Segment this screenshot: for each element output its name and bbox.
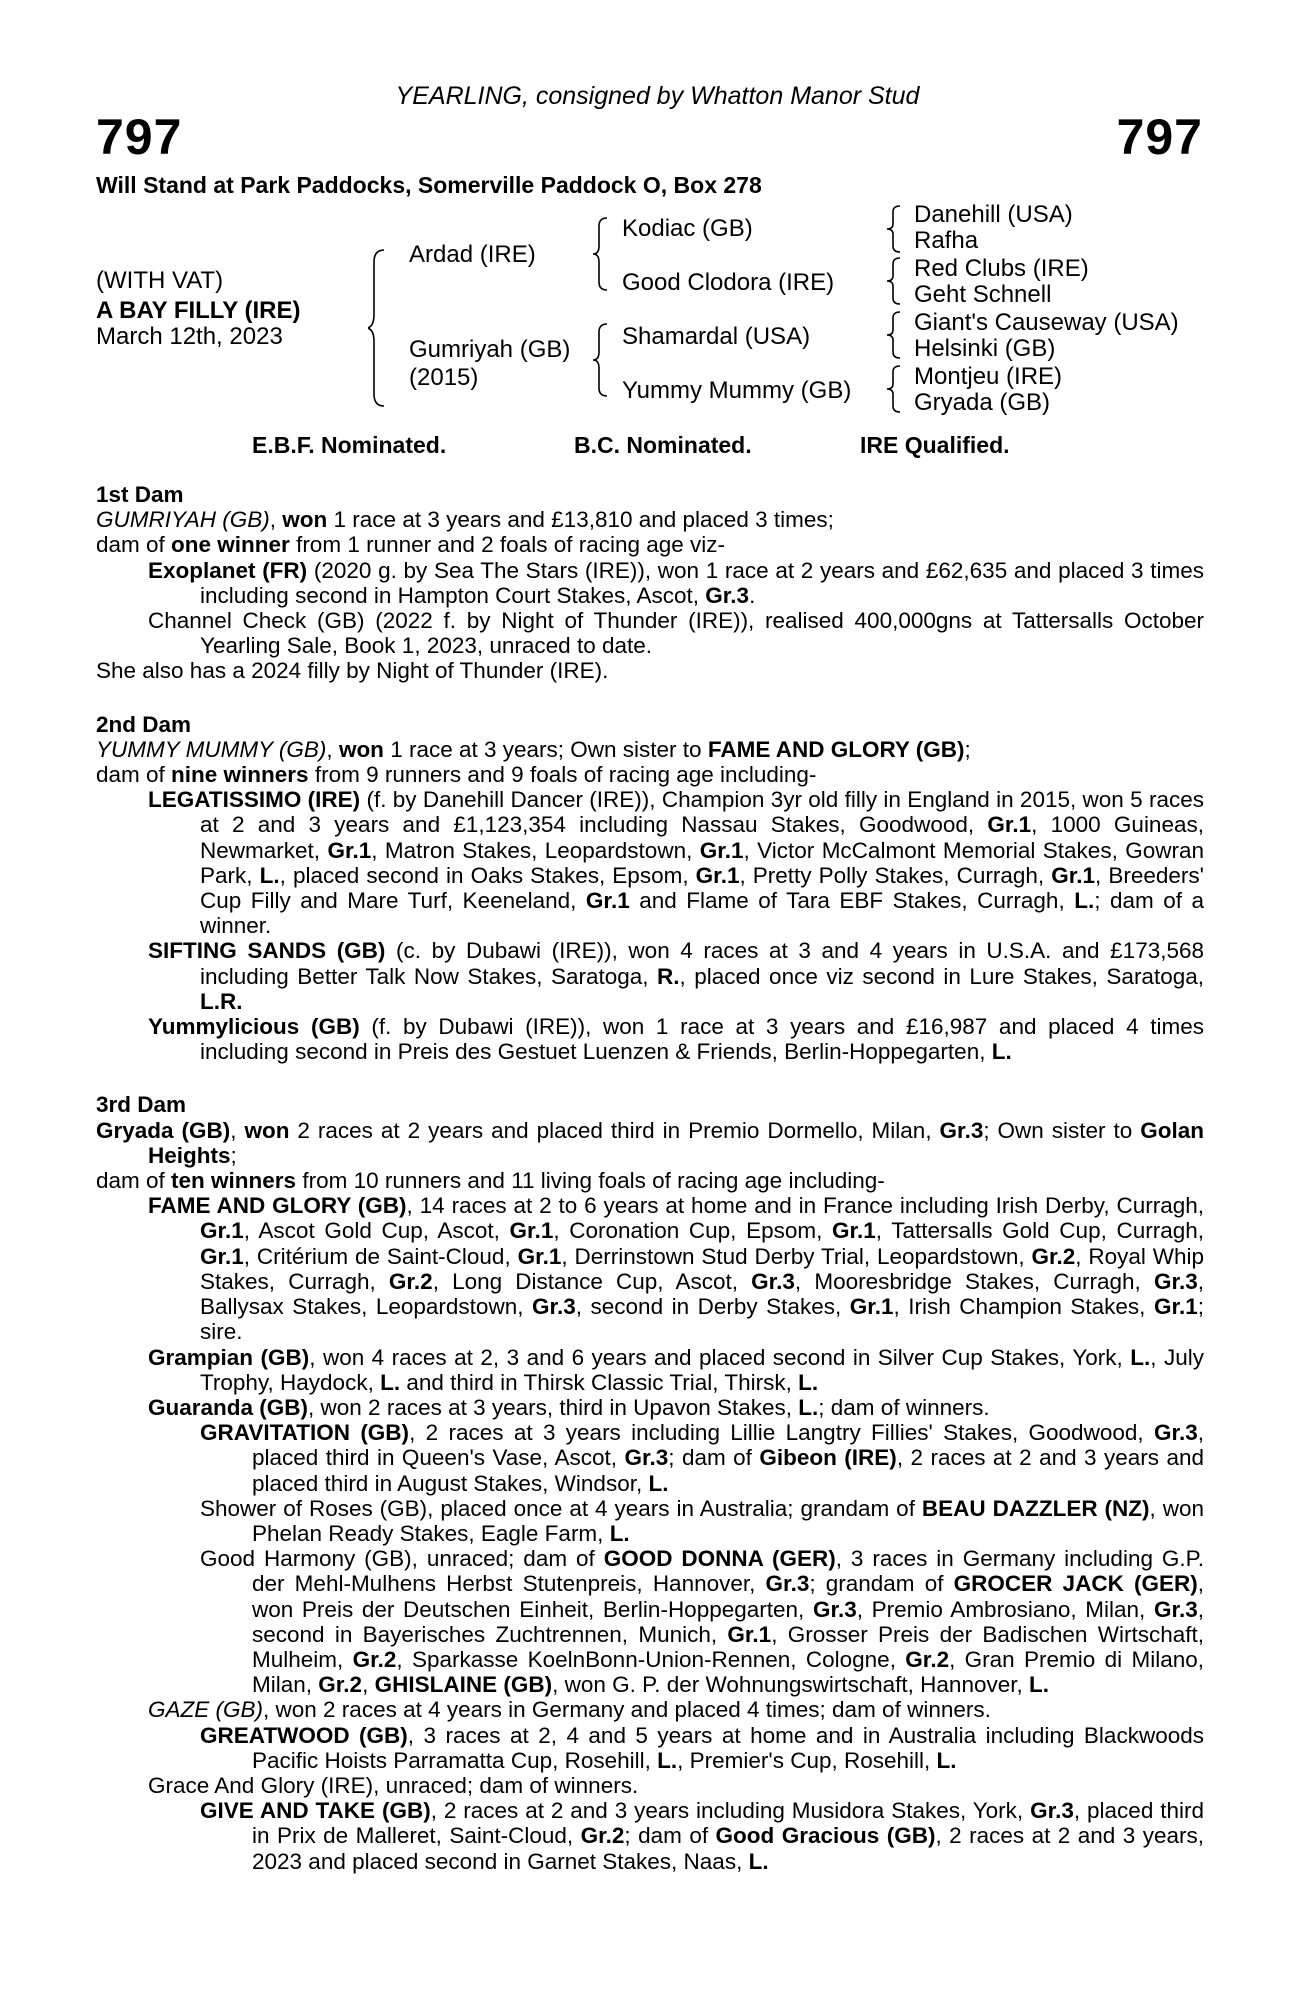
- lot-number-right: 797: [1116, 109, 1203, 165]
- stand-location: Will Stand at Park Paddocks, Somerville Paddock O, Box 278: [96, 172, 762, 198]
- produce-greatwood: GREATWOOD (GB), 3 races at 2, 4 and 5 years at home and in Australia including Blackwoods Pacific Hoists Parramatta Cup, Rosehill, L., Premier's Cup, Rosehill, L.: [200, 1722, 1204, 1773]
- produce-good-harmony: Good Harmony (GB), unraced; dam of GOOD DONNA (GER), 3 races in Germany including G.P. der Mehl-Mulhens Herbst Stutenpreis, Hannover, Gr.3; grandam of GROCER JACK (GER), won Preis der Deutschen Einheit, Berlin-Hoppegarten, Gr.3, Premio Ambrosiano, Milan, Gr.3, second in Bayerisches Zuchtrennen, Munich, Gr.1, Grosser Preis der Badischen Wirtschaft, Mulheim, Gr.2, Sparkasse KoelnBonn-Union-Rennen, Cologne, Gr.2, Gran Premio di Milano, Milan, Gr.2, GHISLAINE (GB), won G. P. der Wohnungswirtschaft, Hannover, L.: [200, 1546, 1205, 1698]
- produce-grace-and-glory: Grace And Glory (IRE), unraced; dam of winners.: [148, 1772, 639, 1798]
- brace-subject: [368, 248, 390, 408]
- dam: Gumriyah (GB): [409, 336, 571, 363]
- produce-legatissimo: LEGATISSIMO (IRE) (f. by Danehill Dancer (IRE)), Champion 3yr old filly in England in 2015, won 5 races at 2 and 3 years and £1,123,354 including Nassau Stakes, Goodwood, Gr.1, 1000 Guineas, Newmarket, Gr.1, Matron Stakes, Leopardstown, Gr.1, Victor McCalmont Memorial Stakes, Gowran Park, L., placed second in Oaks Stakes, Epsom, Gr.1, Pretty Polly Stakes, Curragh, Gr.1, Breeders' Cup Filly and Mare Turf, Keeneland, Gr.1 and Flame of Tara EBF Stakes, Curragh, L.; dam of a winner.: [148, 787, 1205, 939]
- ds-dam: Helsinki (GB): [914, 335, 1056, 362]
- produce-exoplanet: Exoplanet (FR) (2020 g. by Sea The Stars (IRE)), won 1 race at 2 years and £62,635 and placed 3 times including second in Hampton Court Stakes, Ascot, Gr.3.: [148, 557, 1204, 608]
- third-dam-record: Gryada (GB), won 2 races at 2 years and placed third in Premio Dormello, Milan, Gr.3; Own sister to Golan Heights;: [96, 1117, 1204, 1168]
- second-dam-record: YUMMY MUMMY (GB), won 1 race at 3 years; Own sister to FAME AND GLORY (GB);: [96, 736, 971, 762]
- sire-dam: Good Clodora (IRE): [622, 269, 835, 296]
- ebf-nomination: E.B.F. Nominated.: [252, 432, 447, 458]
- foaling-date: March 12th, 2023: [96, 323, 283, 350]
- third-dam-heading: 3rd Dam: [96, 1092, 187, 1118]
- dam-dam: Yummy Mummy (GB): [622, 377, 852, 404]
- dam-year: (2015): [409, 364, 479, 391]
- sd-sire: Red Clubs (IRE): [914, 255, 1089, 282]
- sd-dam: Geht Schnell: [914, 281, 1052, 308]
- brace-sd: [886, 256, 902, 306]
- brace-ds: [886, 310, 902, 360]
- produce-give-and-take: GIVE AND TAKE (GB), 2 races at 2 and 3 years including Musidora Stakes, York, Gr.3, placed third in Prix de Malleret, Saint-Cloud, Gr.2; dam of Good Gracious (GB), 2 races at 2 and 3 years, 2023 and placed second in Garnet Stakes, Naas, L.: [200, 1798, 1205, 1874]
- sire: Ardad (IRE): [409, 241, 536, 268]
- first-dam-record: GUMRIYAH (GB), won 1 race at 3 years and £13,810 and placed 3 times;: [96, 507, 834, 533]
- brace-dam: [593, 322, 611, 398]
- sire-sire: Kodiac (GB): [622, 215, 753, 242]
- produce-record: [96, 482, 1204, 1874]
- produce-grampian: Grampian (GB), won 4 races at 2, 3 and 6 years and placed second in Silver Cup Stakes, York, L., July Trophy, Haydock, L. and third in Thirsk Classic Trial, Thirsk, L.: [148, 1344, 1204, 1395]
- ire-qualified: IRE Qualified.: [860, 432, 1010, 458]
- ss-sire: Danehill (USA): [914, 201, 1073, 228]
- lot-number-left: 797: [96, 109, 183, 165]
- first-dam-heading: 1st Dam: [96, 482, 184, 507]
- produce-gaze: GAZE (GB), won 2 races at 4 years in Germany and placed 4 times; dam of winners.: [148, 1697, 991, 1723]
- produce-guaranda: Guaranda (GB), won 2 races at 3 years, third in Upavon Stakes, L.; dam of winners.: [148, 1394, 990, 1420]
- dd-sire: Montjeu (IRE): [914, 363, 1063, 390]
- dam-sire: Shamardal (USA): [622, 323, 811, 350]
- first-dam-note: She also has a 2024 filly by Night of Thunder (IRE).: [96, 658, 609, 684]
- third-dam-produce-summary: dam of ten winners from 10 runners and 11 living foals of racing age including-: [96, 1168, 885, 1194]
- produce-yummylicious: Yummylicious (GB) (f. by Dubawi (IRE)), won 1 race at 3 years and £16,987 and placed 4 times including second in Preis des Gestuet Luenzen & Friends, Berlin-Hoppegarten, L.: [148, 1014, 1204, 1065]
- produce-gravitation: GRAVITATION (GB), 2 races at 3 years including Lillie Langtry Fillies' Stakes, Goodwood, Gr.3, placed third in Queen's Vase, Ascot, Gr.3; dam of Gibeon (IRE), 2 races at 2 and 3 years and placed third in August Stakes, Windsor, L.: [200, 1420, 1205, 1496]
- brace-sire: [593, 216, 611, 292]
- vat-note: (WITH VAT): [96, 267, 224, 294]
- produce-sifting-sands: SIFTING SANDS (GB) (c. by Dubawi (IRE)), won 4 races at 3 and 4 years in U.S.A. and £173,568 including Better Talk Now Stakes, Saratoga, R., placed once viz second in Lure Stakes, Saratoga, L.R.: [148, 938, 1205, 1014]
- brace-dd: [886, 364, 902, 414]
- ss-dam: Rafha: [914, 227, 979, 254]
- first-dam-produce-summary: dam of one winner from 1 runner and 2 foals of racing age viz-: [96, 532, 726, 558]
- bc-nomination: B.C. Nominated.: [574, 432, 752, 458]
- produce-channel-check: Channel Check (GB) (2022 f. by Night of Thunder (IRE)), realised 400,000gns at Tattersalls October Yearling Sale, Book 1, 2023, unraced to date.: [148, 608, 1204, 659]
- produce-shower-of-roses: Shower of Roses (GB), placed once at 4 years in Australia; grandam of BEAU DAZZLER (NZ), won Phelan Ready Stakes, Eagle Farm, L.: [200, 1495, 1205, 1546]
- dd-dam: Gryada (GB): [914, 389, 1051, 416]
- second-dam-produce-summary: dam of nine winners from 9 runners and 9 foals of racing age including-: [96, 762, 817, 788]
- consignor-line: YEARLING, consigned by Whatton Manor Stud: [395, 82, 920, 110]
- produce-fame-and-glory: FAME AND GLORY (GB), 14 races at 2 to 6 years at home and in France including Irish Derby, Curragh, Gr.1, Ascot Gold Cup, Ascot, Gr.1, Coronation Cup, Epsom, Gr.1, Tattersalls Gold Cup, Curragh, Gr.1, Critérium de Saint-Cloud, Gr.1, Derrinstown Stud Derby Trial, Leopardstown, Gr.2, Royal Whip Stakes, Curragh, Gr.2, Long Distance Cup, Ascot, Gr.3, Mooresbridge Stakes, Curragh, Gr.3, Ballysax Stakes, Leopardstown, Gr.3, second in Derby Stakes, Gr.1, Irish Champion Stakes, Gr.1; sire.: [148, 1193, 1205, 1345]
- subject-name: A BAY FILLY (IRE): [96, 297, 301, 324]
- second-dam-heading: 2nd Dam: [96, 711, 192, 737]
- brace-ss: [886, 204, 902, 254]
- ds-sire: Giant's Causeway (USA): [914, 309, 1179, 336]
